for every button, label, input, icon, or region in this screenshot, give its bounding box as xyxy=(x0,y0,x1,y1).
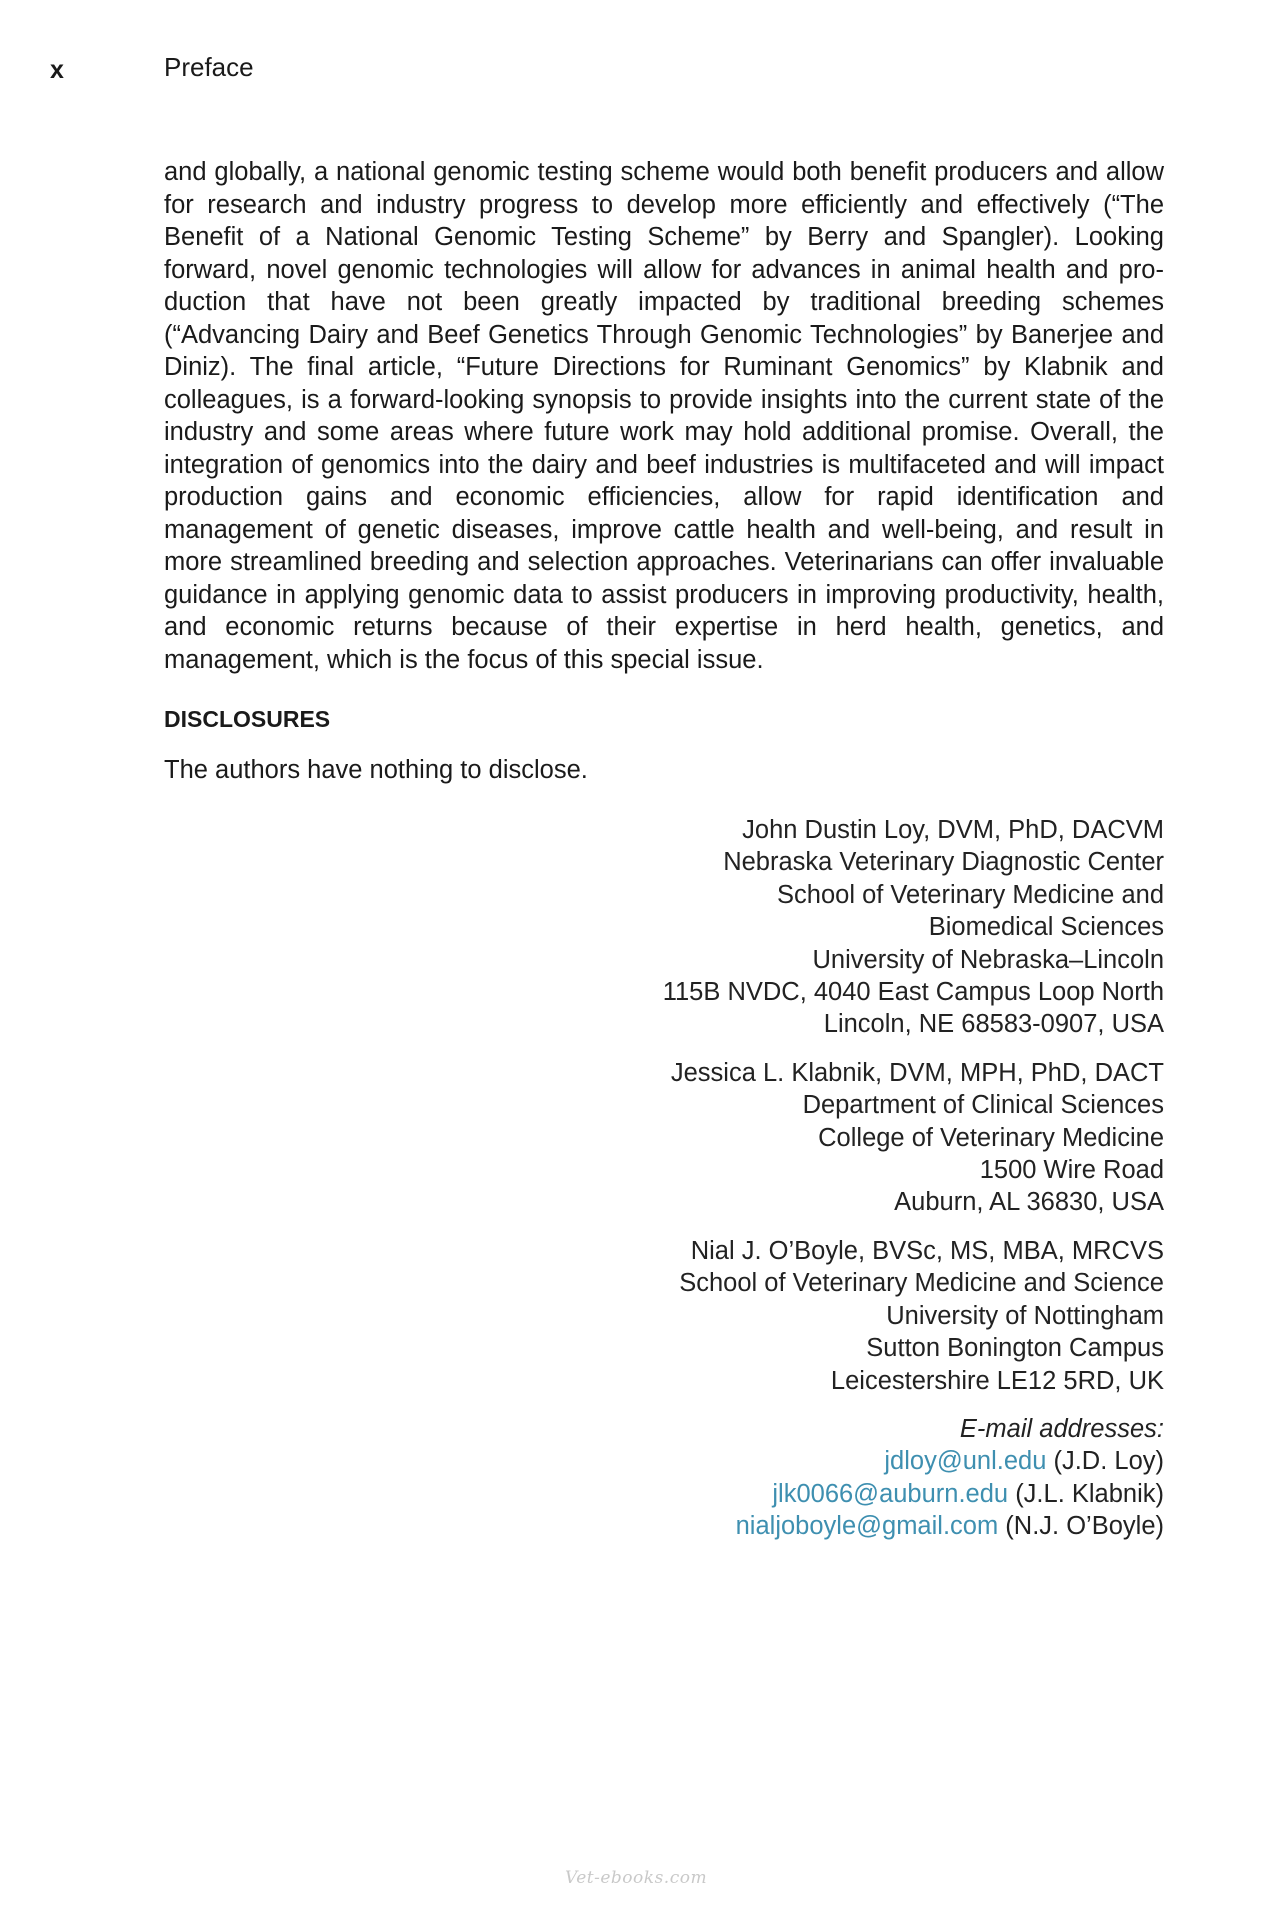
email-link-oboyle[interactable]: nialjoboyle@gmail.com xyxy=(735,1512,999,1541)
author-block-klabnik xyxy=(663,1057,1164,1219)
author-line: Lincoln, NE 68583-0907, USA xyxy=(823,1010,1164,1039)
author-line: 115B NVDC, 4040 East Campus Loop North xyxy=(662,978,1164,1007)
author-line: University of Nebraska–Lincoln xyxy=(812,945,1164,974)
email-owner: (J.L. Klabnik) xyxy=(1008,1479,1164,1508)
author-line: 1500 Wire Road xyxy=(979,1156,1164,1185)
author-line: School of Veterinary Medicine and xyxy=(777,880,1164,909)
email-link-klabnik[interactable]: jlk0066@auburn.edu xyxy=(772,1479,1009,1508)
email-line xyxy=(663,1510,1164,1542)
email-line xyxy=(663,1445,1164,1477)
page-header xyxy=(50,50,1225,90)
email-link-loy[interactable]: jdloy@unl.edu xyxy=(884,1447,1047,1476)
author-block-oboyle xyxy=(663,1235,1164,1397)
body-paragraph: and globally, a national genomic testing scheme would both benefit producers and allow for research and industry progress to develop more efficiently and effectively (“The Benefit of a National Genomic Testing Scheme” by Berry and Spangler). Looking forward, novel genomic technologies will allow for advances in animal health and production that have not been greatly impacted by traditional breeding schemes (“Advancing Dairy and Beef Genetics Through Genomic Technologies” by Banerjee and Diniz). The final article, “Future Directions for Ruminant Genomics” by Klabnik and colleagues, is a forward-looking synopsis to provide insights into the current state of the industry and some areas where future work may hold additional promise. Overall, the integration of genomics into the dairy and beef industries is multifaceted and will impact production gains and economic efficiencies, allow for rapid identification and management of genetic diseases, improve cattle health and well-being, and result in more streamlined breeding and selection approaches. Veterinarians can offer invaluable guidance in applying genomic data to assist producers in improving productivity, health, and economic returns because of their expertise in herd health, genetics, and management, which is the focus of this special issue. xyxy=(164,158,1164,674)
page-number: x xyxy=(50,56,64,84)
author-line: John Dustin Loy, DVM, PhD, DACVM xyxy=(742,816,1164,844)
email-owner: (N.J. O’Boyle) xyxy=(998,1512,1164,1541)
email-owner: (J.D. Loy) xyxy=(1046,1447,1164,1476)
author-line: Department of Clinical Sciences xyxy=(802,1091,1164,1120)
email-line xyxy=(663,1478,1164,1510)
running-head: Preface xyxy=(164,52,254,82)
disclosures-heading: DISCLOSURES xyxy=(164,706,331,732)
signature-block xyxy=(663,814,1164,1543)
author-block-loy xyxy=(663,814,1164,1041)
author-line: School of Veterinary Medicine and Science xyxy=(679,1269,1164,1298)
author-line: University of Nottingham xyxy=(886,1301,1164,1330)
author-line: Jessica L. Klabnik, DVM, MPH, PhD, DACT xyxy=(670,1058,1164,1087)
author-line: Biomedical Sciences xyxy=(928,913,1164,942)
author-line: Auburn, AL 36830, USA xyxy=(894,1188,1164,1217)
watermark-logo: Vet-ebooks.com xyxy=(565,1868,708,1888)
author-line: Sutton Bonington Campus xyxy=(866,1334,1164,1363)
email-block xyxy=(663,1413,1164,1543)
email-heading: E-mail addresses: xyxy=(959,1414,1164,1443)
author-line: Leicestershire LE12 5RD, UK xyxy=(830,1366,1164,1395)
author-line: College of Veterinary Medicine xyxy=(818,1123,1164,1152)
author-line: Nial J. O’Boyle, BVSc, MS, MBA, MRCVS xyxy=(690,1236,1164,1265)
author-line: Nebraska Veterinary Diagnostic Center xyxy=(723,848,1164,877)
disclosures-text: The authors have nothing to disclose. xyxy=(164,756,588,784)
